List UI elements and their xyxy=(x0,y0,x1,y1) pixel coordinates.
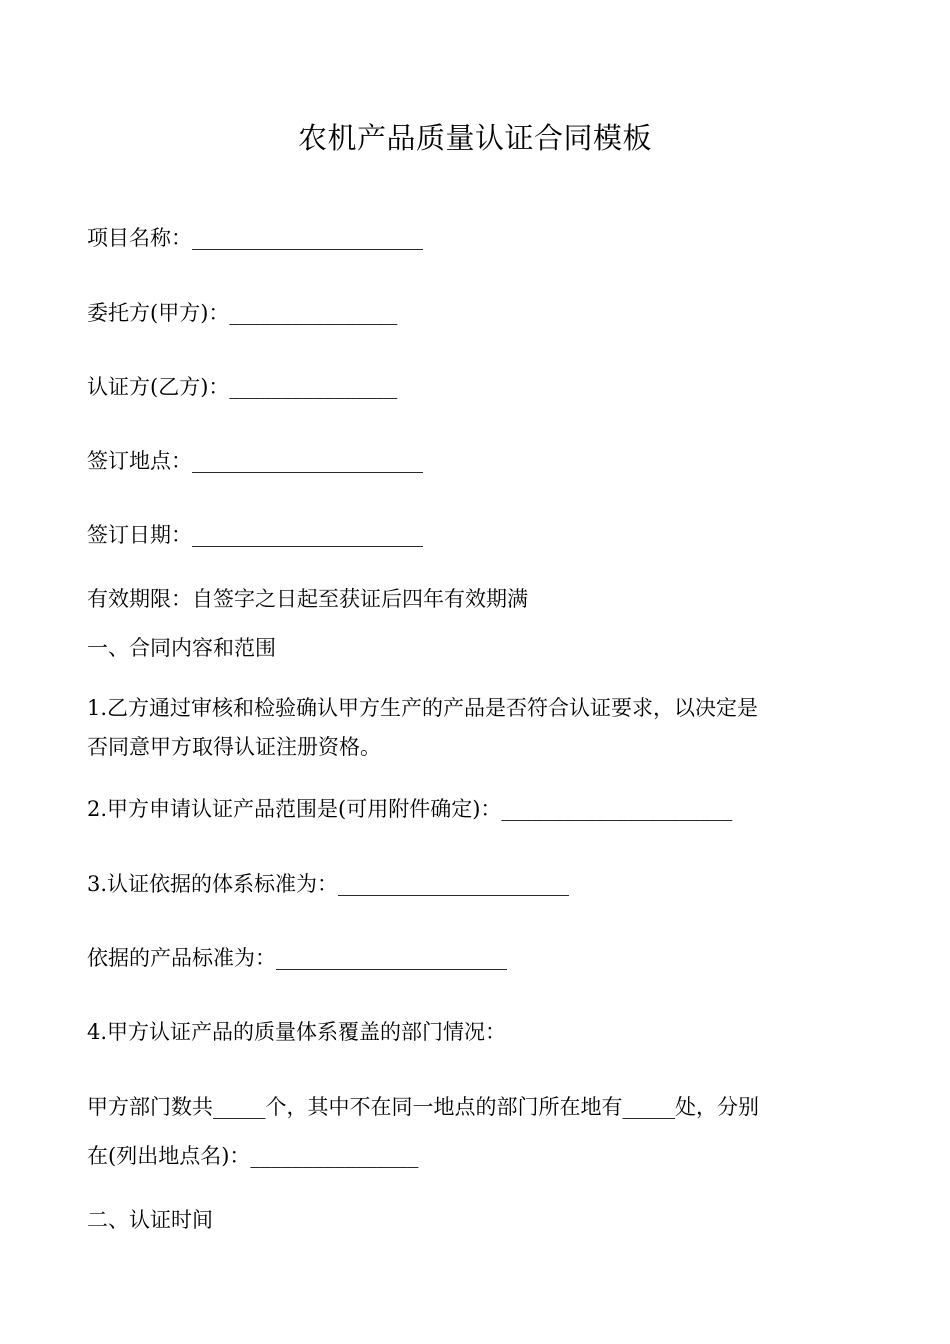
field-project-name xyxy=(87,219,867,257)
section1-heading: 一、合同内容和范围 xyxy=(87,636,276,660)
dept-line2-blank: ________________ xyxy=(250,1144,419,1168)
item3 xyxy=(87,865,867,903)
item2 xyxy=(87,790,867,828)
document-title: 农机产品质量认证合同模板 xyxy=(297,121,652,155)
field-label: 签订日期： xyxy=(87,523,192,547)
dept-line1 xyxy=(87,1088,867,1126)
field-label: 认证方(乙方)： xyxy=(87,375,230,399)
dept-line2-label: 在(列出地点名)： xyxy=(87,1144,251,1168)
item2-blank: ______________________ xyxy=(501,797,733,821)
field-blank: ______________________ xyxy=(192,523,423,547)
item4: 4.甲方认证产品的质量体系覆盖的部门情况： xyxy=(87,1020,507,1044)
field-party-a xyxy=(87,294,867,332)
section2-heading: 二、认证时间 xyxy=(87,1208,213,1232)
item1-line2: 否同意甲方取得认证注册资格。 xyxy=(87,735,381,759)
field-sign-date xyxy=(87,516,867,554)
dept-part1: 甲方部门数共 xyxy=(87,1095,213,1119)
item3b xyxy=(87,939,867,977)
dept-line2 xyxy=(87,1137,867,1175)
field-blank: ________________ xyxy=(229,375,398,399)
item3-blank: ______________________ xyxy=(338,872,570,896)
field-blank: ________________ xyxy=(229,301,398,325)
item3b-label: 依据的产品标准为： xyxy=(87,946,276,970)
item3-label: 3.认证依据的体系标准为： xyxy=(87,872,339,896)
validity-text: 有效期限：自签字之日起至获证后四年有效期满 xyxy=(87,587,528,611)
field-label: 签订地点： xyxy=(87,449,192,473)
field-party-b xyxy=(87,368,867,406)
field-blank: ______________________ xyxy=(192,226,423,250)
field-blank: ______________________ xyxy=(192,449,423,473)
dept-blank2: _____ xyxy=(622,1095,675,1119)
dept-blank1: _____ xyxy=(213,1095,266,1119)
dept-part2: 个，其中不在同一地点的部门所在地有 xyxy=(265,1095,623,1119)
dept-part3: 处，分别 xyxy=(675,1095,759,1119)
item3b-blank: ______________________ xyxy=(276,946,507,970)
item2-label: 2.甲方申请认证产品范围是(可用附件确定)： xyxy=(87,797,502,821)
field-label: 委托方(甲方)： xyxy=(87,301,230,325)
field-sign-place xyxy=(87,442,867,480)
item1-line1: 1.乙方通过审核和检验确认甲方生产的产品是否符合认证要求，以决定是 xyxy=(87,696,759,720)
field-label: 项目名称： xyxy=(87,226,192,250)
